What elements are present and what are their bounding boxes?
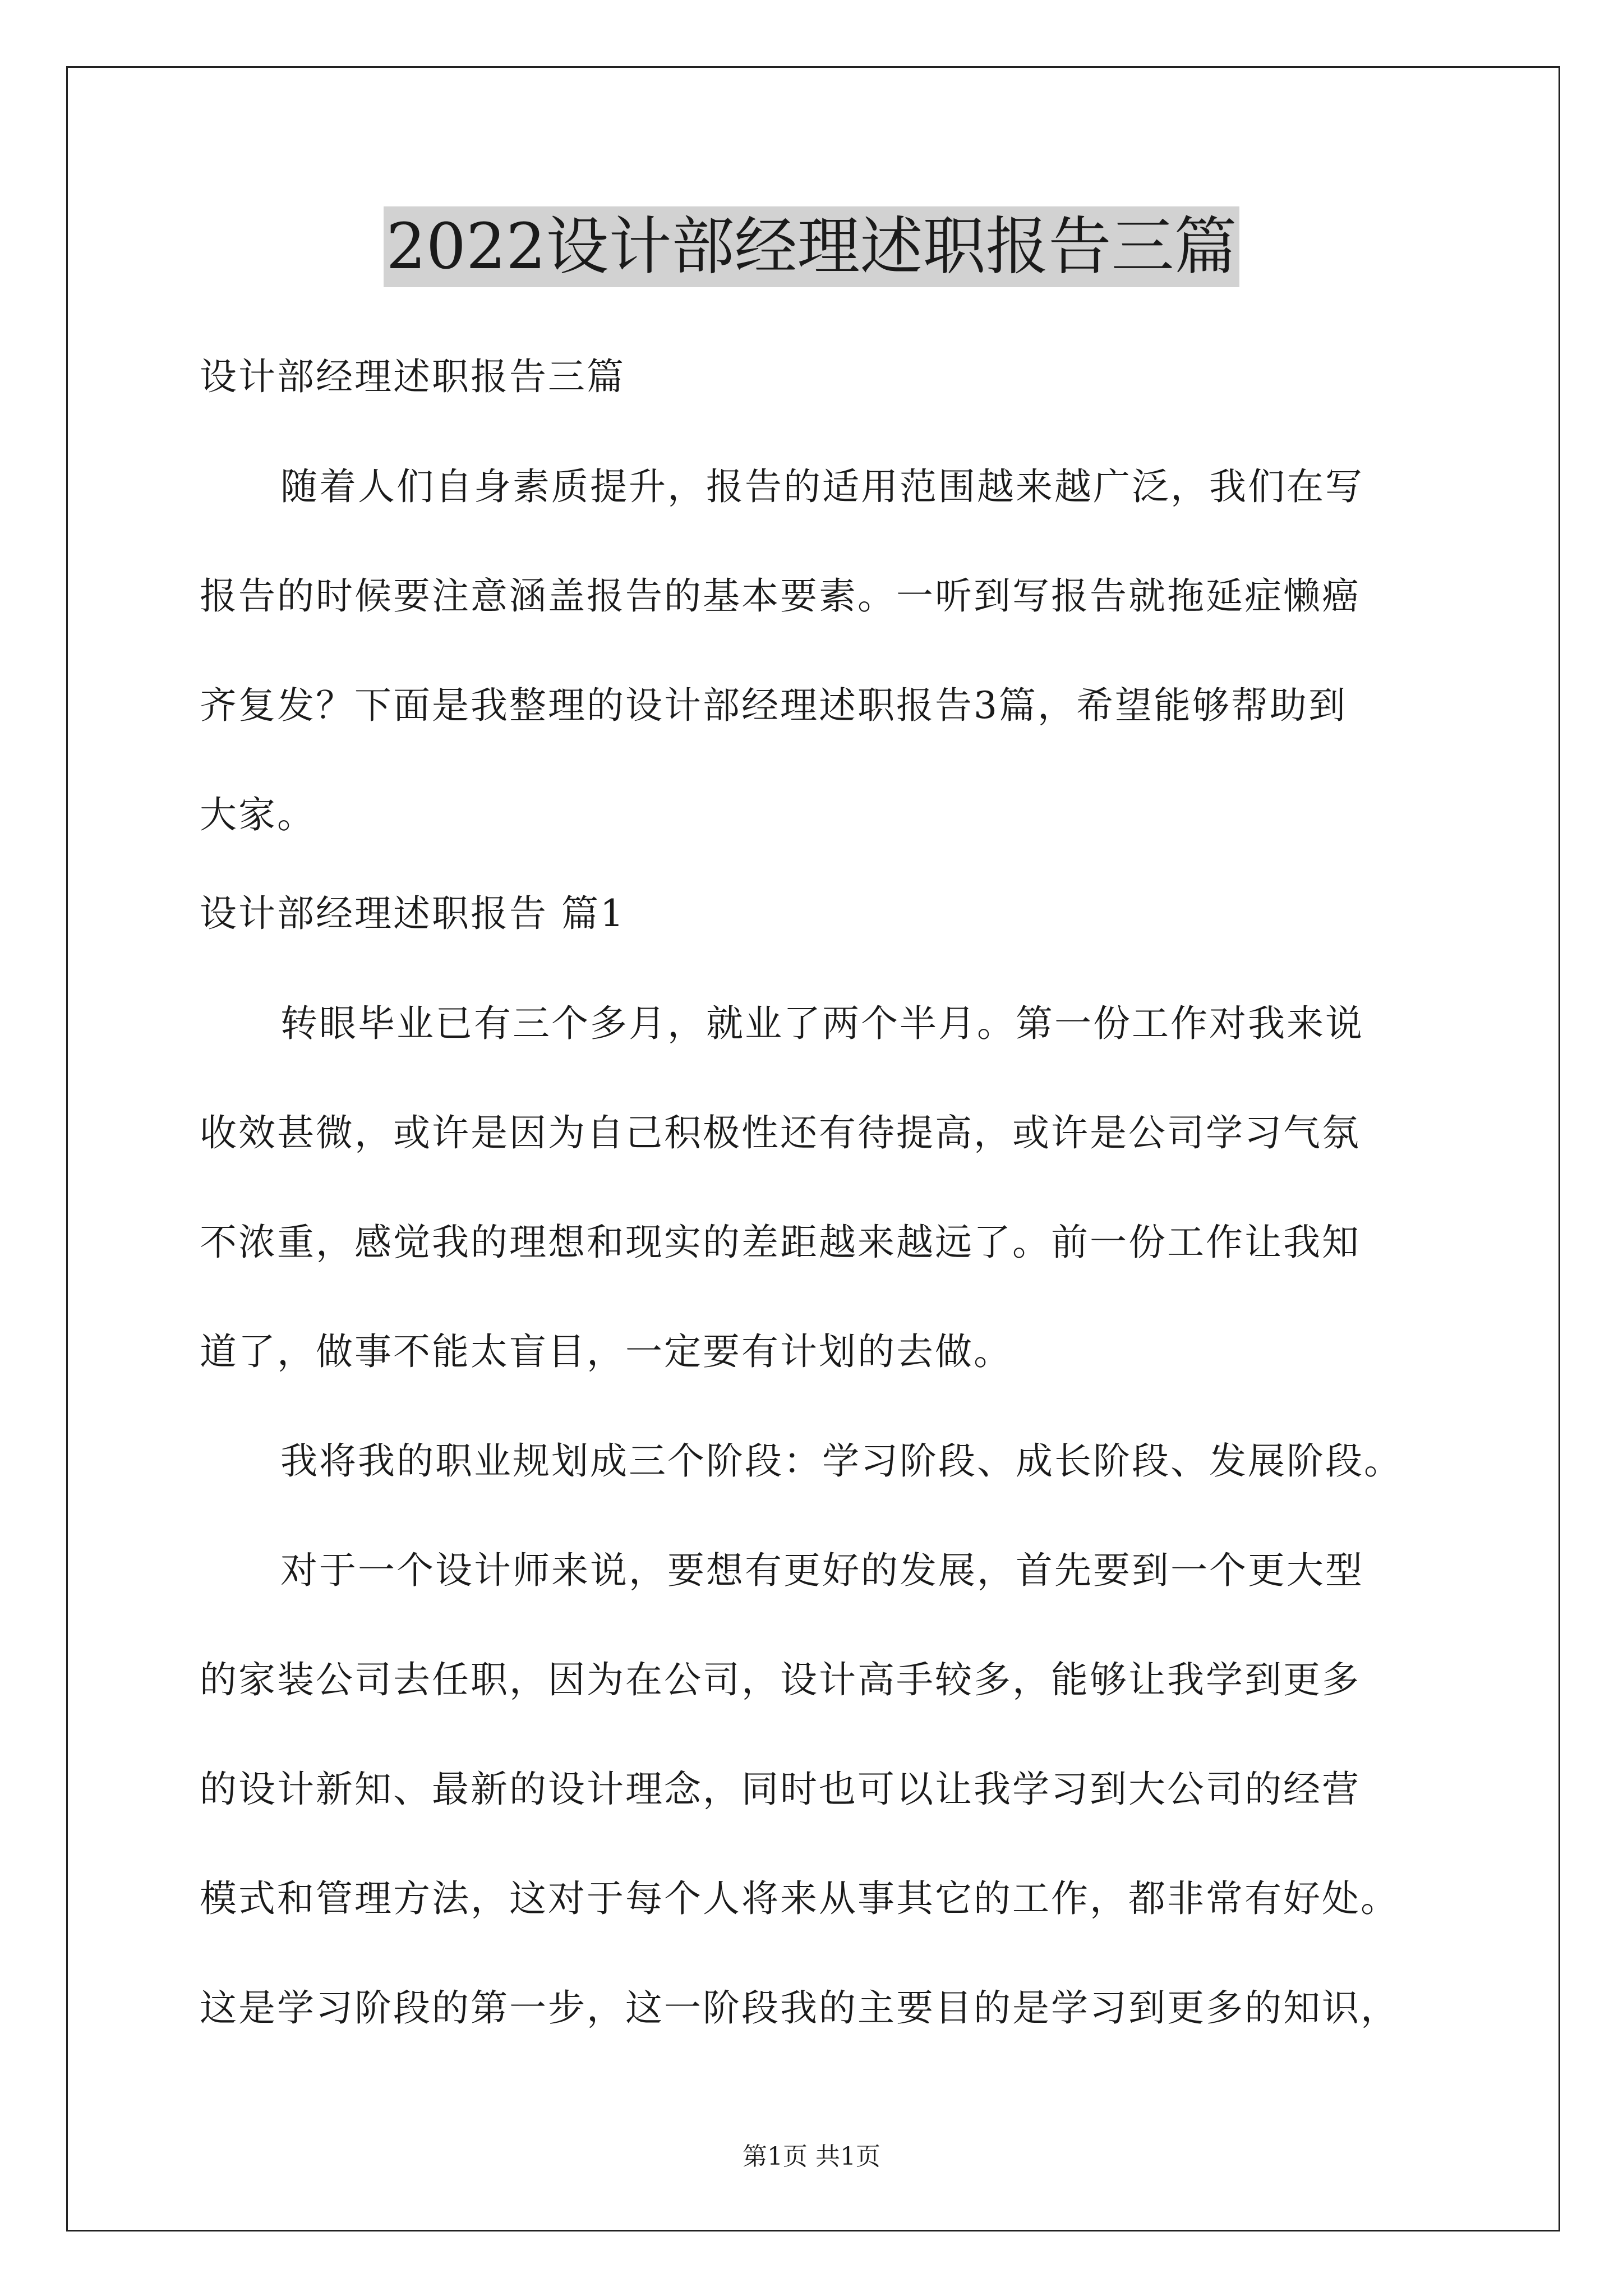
- paragraph-line: 这是学习阶段的第一步，这一阶段我的主要目的是学习到更多的知识，: [200, 1986, 1399, 2030]
- document-title-text: 2022设计部经理述职报告三篇: [384, 206, 1239, 287]
- paragraph-line: 转眼毕业已有三个多月，就业了两个半月。第一份工作对我来说: [280, 1002, 1364, 1045]
- paragraph-line: 随着人们自身素质提升，报告的适用范围越来越广泛，我们在写: [280, 465, 1364, 508]
- paragraph-line: 大家。: [200, 793, 316, 836]
- paragraph-line: 报告的时候要注意涵盖报告的基本要素。一听到写报告就拖延症懒癌: [200, 574, 1361, 618]
- section-heading: 设计部经理述职报告 篇1: [200, 892, 625, 935]
- paragraph-line: 我将我的职业规划成三个阶段：学习阶段、成长阶段、发展阶段。: [280, 1439, 1403, 1483]
- paragraph-line: 道了，做事不能太盲目，一定要有计划的去做。: [200, 1330, 1012, 1373]
- paragraph-line: 不浓重，感觉我的理想和现实的差距越来越远了。前一份工作让我知: [200, 1221, 1361, 1264]
- paragraph-line: 的设计新知、最新的设计理念，同时也可以让我学习到大公司的经营: [200, 1768, 1361, 1811]
- paragraph-line: 模式和管理方法，这对于每个人将来从事其它的工作，都非常有好处。: [200, 1877, 1399, 1920]
- page-footer: 第1页 共1页: [743, 2142, 880, 2171]
- paragraph-line: 齐复发？下面是我整理的设计部经理述职报告3篇，希望能够帮助到: [200, 684, 1347, 727]
- paragraph-line: 的家装公司去任职，因为在公司，设计高手较多，能够让我学到更多: [200, 1658, 1361, 1701]
- document-subtitle: 设计部经理述职报告三篇: [200, 355, 625, 398]
- paragraph-line: 对于一个设计师来说，要想有更好的发展，首先要到一个更大型: [280, 1549, 1364, 1592]
- paragraph-line: 收效甚微，或许是因为自己积极性还有待提高，或许是公司学习气氛: [200, 1111, 1361, 1154]
- document-title: [0, 202, 1623, 292]
